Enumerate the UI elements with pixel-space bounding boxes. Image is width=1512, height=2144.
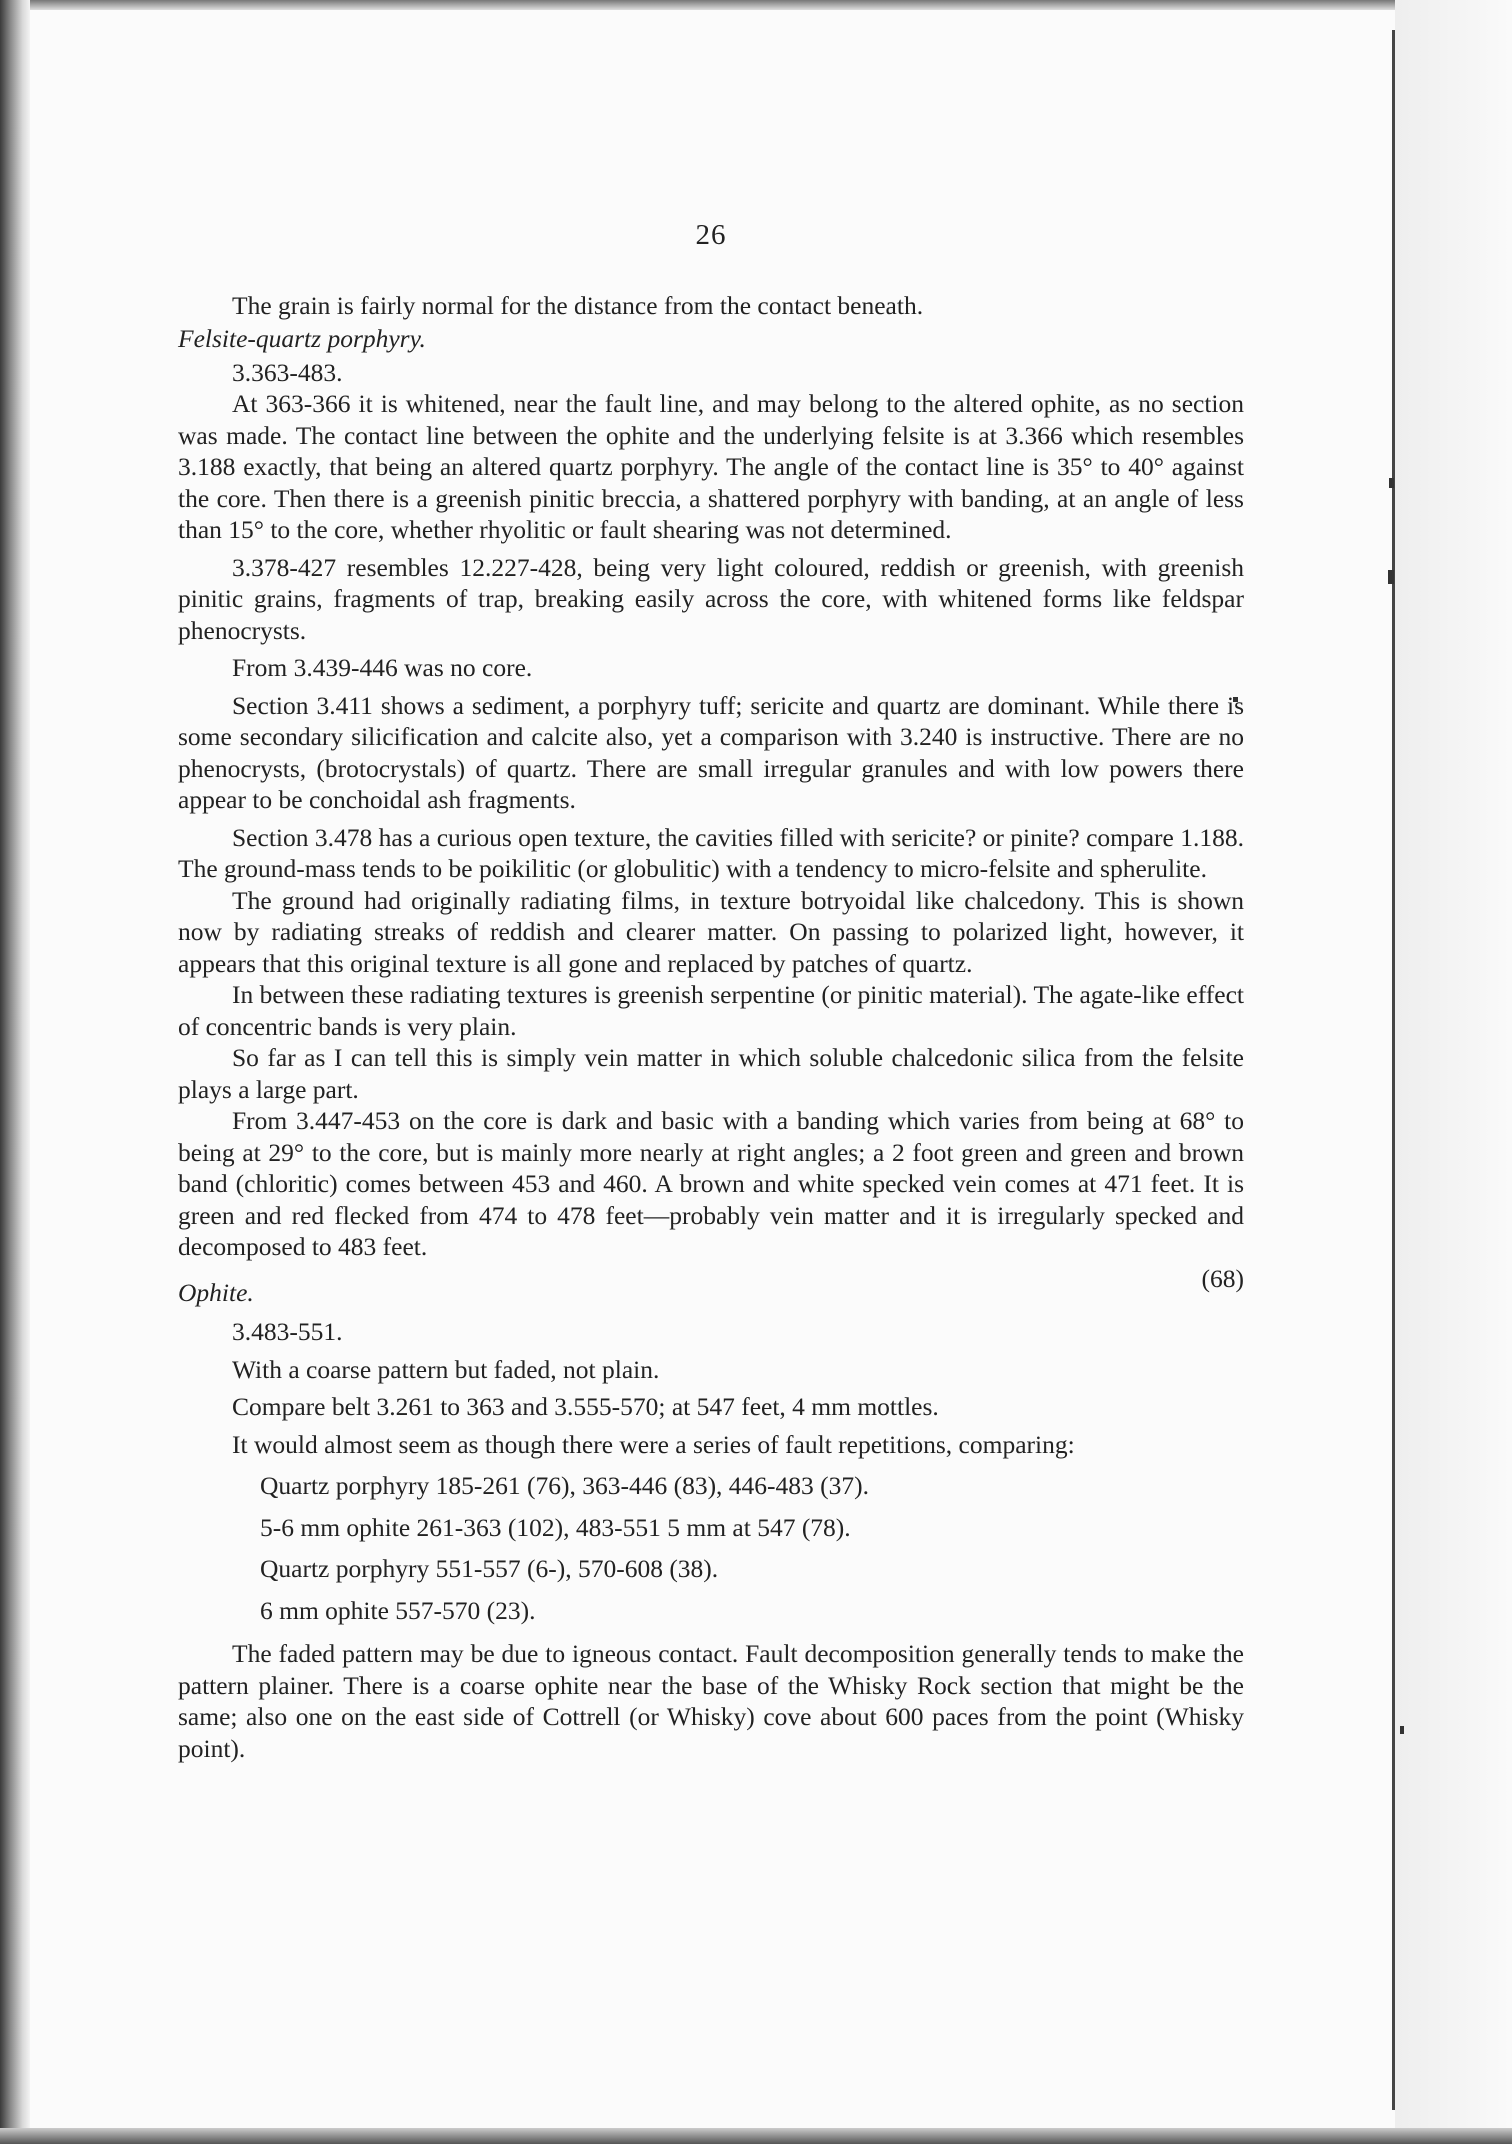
comparison-line: Quartz porphyry 551-557 (6-), 570-608 (38). bbox=[260, 1554, 719, 1583]
paragraph: From 3.439-446 was no core. bbox=[232, 653, 533, 682]
page-number: 26 bbox=[695, 219, 727, 251]
paragraph: The ground had originally radiating films, in texture botryoidal like chalcedony. This is shown now by radiating streaks of reddish and clearer matter. On passing to polarized light, however, it appears that this original texture is all gone and replaced by patches of quartz. bbox=[178, 885, 1244, 978]
right-page-edge-line bbox=[1392, 30, 1395, 2110]
left-binding-shadow bbox=[0, 0, 30, 2144]
paragraph: It would almost seem as though there were a series of fault repetitions, comparing: bbox=[232, 1429, 1075, 1459]
paragraph: In between these radiating textures is greenish serpentine (or pinitic material). The agate-like effect of concentric bands is very plain. bbox=[178, 980, 1244, 1041]
margin-speck bbox=[1388, 570, 1394, 584]
reference-number: (68) bbox=[1201, 1263, 1244, 1293]
page-content bbox=[178, 220, 1244, 1764]
paragraph: 3.483-551. bbox=[232, 1317, 343, 1346]
paragraph: From 3.447-453 on the core is dark and basic with a banding which varies from being at 68° to being at 29° to the core, but is mainly more nearly at right angles; a 2 foot green and green and brown band (chloritic) comes between 453 and 460. A brown and white specked vein comes at 471 feet. It is green and red flecked from 474 to 478 feet—probably vein matter and it is irregularly specked and decomposed to 483 feet. bbox=[178, 1106, 1244, 1261]
paragraph: 3.363-483. bbox=[232, 357, 343, 387]
comparison-line: 5-6 mm ophite 261-363 (102), 483-551 5 mm at 547 (78). bbox=[260, 1512, 851, 1542]
paragraph: With a coarse pattern but faded, not plain. bbox=[232, 1354, 660, 1384]
paragraph: 3.378-427 resembles 12.227-428, being very light coloured, reddish or greenish, with greenish pinitic grains, fragments of trap, breaking easily across the core, with whitened forms like feldspar phenocrysts. bbox=[178, 552, 1244, 645]
paragraph: Section 3.478 has a curious open texture, the cavities filled with sericite? or pinite? compare 1.188. The ground-mass tends to be poikilitic (or globulitic) with a tendency to micro-felsite and spherulite. bbox=[178, 822, 1244, 883]
paragraph: At 363-366 it is whitened, near the fault line, and may belong to the altered ophite, as no section was made. The contact line between the ophite and the underlying felsite is at 3.366 which resembles 3.188 exactly, that being an altered quartz porphyry. The angle of the contact line is 35° to 40° against the core. Then there is a greenish pinitic breccia, a shattered porphyry with banding, at an angle of less than 15° to the core, whether rhyolitic or fault shearing was not determined. bbox=[178, 389, 1244, 544]
margin-speck bbox=[1400, 1726, 1404, 1734]
comparison-line: 6 mm ophite 557-570 (23). bbox=[260, 1595, 536, 1625]
bottom-scan-edge bbox=[0, 2128, 1512, 2144]
right-margin-shade bbox=[1395, 0, 1512, 2144]
paragraph: The faded pattern may be due to igneous contact. Fault decomposition generally tends to make the pattern plainer. There is a coarse ophite near the base of the Whisky Rock section that might be the same; also one on the east side of Cottrell (or Whisky) cove about 600 paces from the point (Whisky point). bbox=[178, 1639, 1244, 1763]
margin-speck bbox=[1389, 478, 1394, 488]
paragraph: Section 3.411 shows a sediment, a porphyry tuff; sericite and quartz are dominant. While there is some secondary silicification and calcite also, yet a comparison with 3.240 is instructive. There are no phenocrysts, (brotocrystals) of quartz. There are small irregular granules and with low powers there appear to be conchoidal ash fragments. bbox=[178, 690, 1244, 814]
top-scan-edge bbox=[0, 0, 1512, 10]
paragraph: Compare belt 3.261 to 363 and 3.555-570; at 547 feet, 4 mm mottles. bbox=[232, 1392, 939, 1421]
section-heading: Ophite. bbox=[178, 1277, 254, 1307]
section-heading: Felsite-quartz porphyry. bbox=[178, 324, 426, 353]
paragraph: The grain is fairly normal for the distance from the contact beneath. bbox=[232, 290, 924, 320]
heading-row bbox=[178, 1263, 1244, 1311]
comparison-line: Quartz porphyry 185-261 (76), 363-446 (83), 446-483 (37). bbox=[260, 1471, 870, 1500]
paragraph: So far as I can tell this is simply vein matter in which soluble chalcedonic silica from the felsite plays a large part. bbox=[178, 1043, 1244, 1104]
